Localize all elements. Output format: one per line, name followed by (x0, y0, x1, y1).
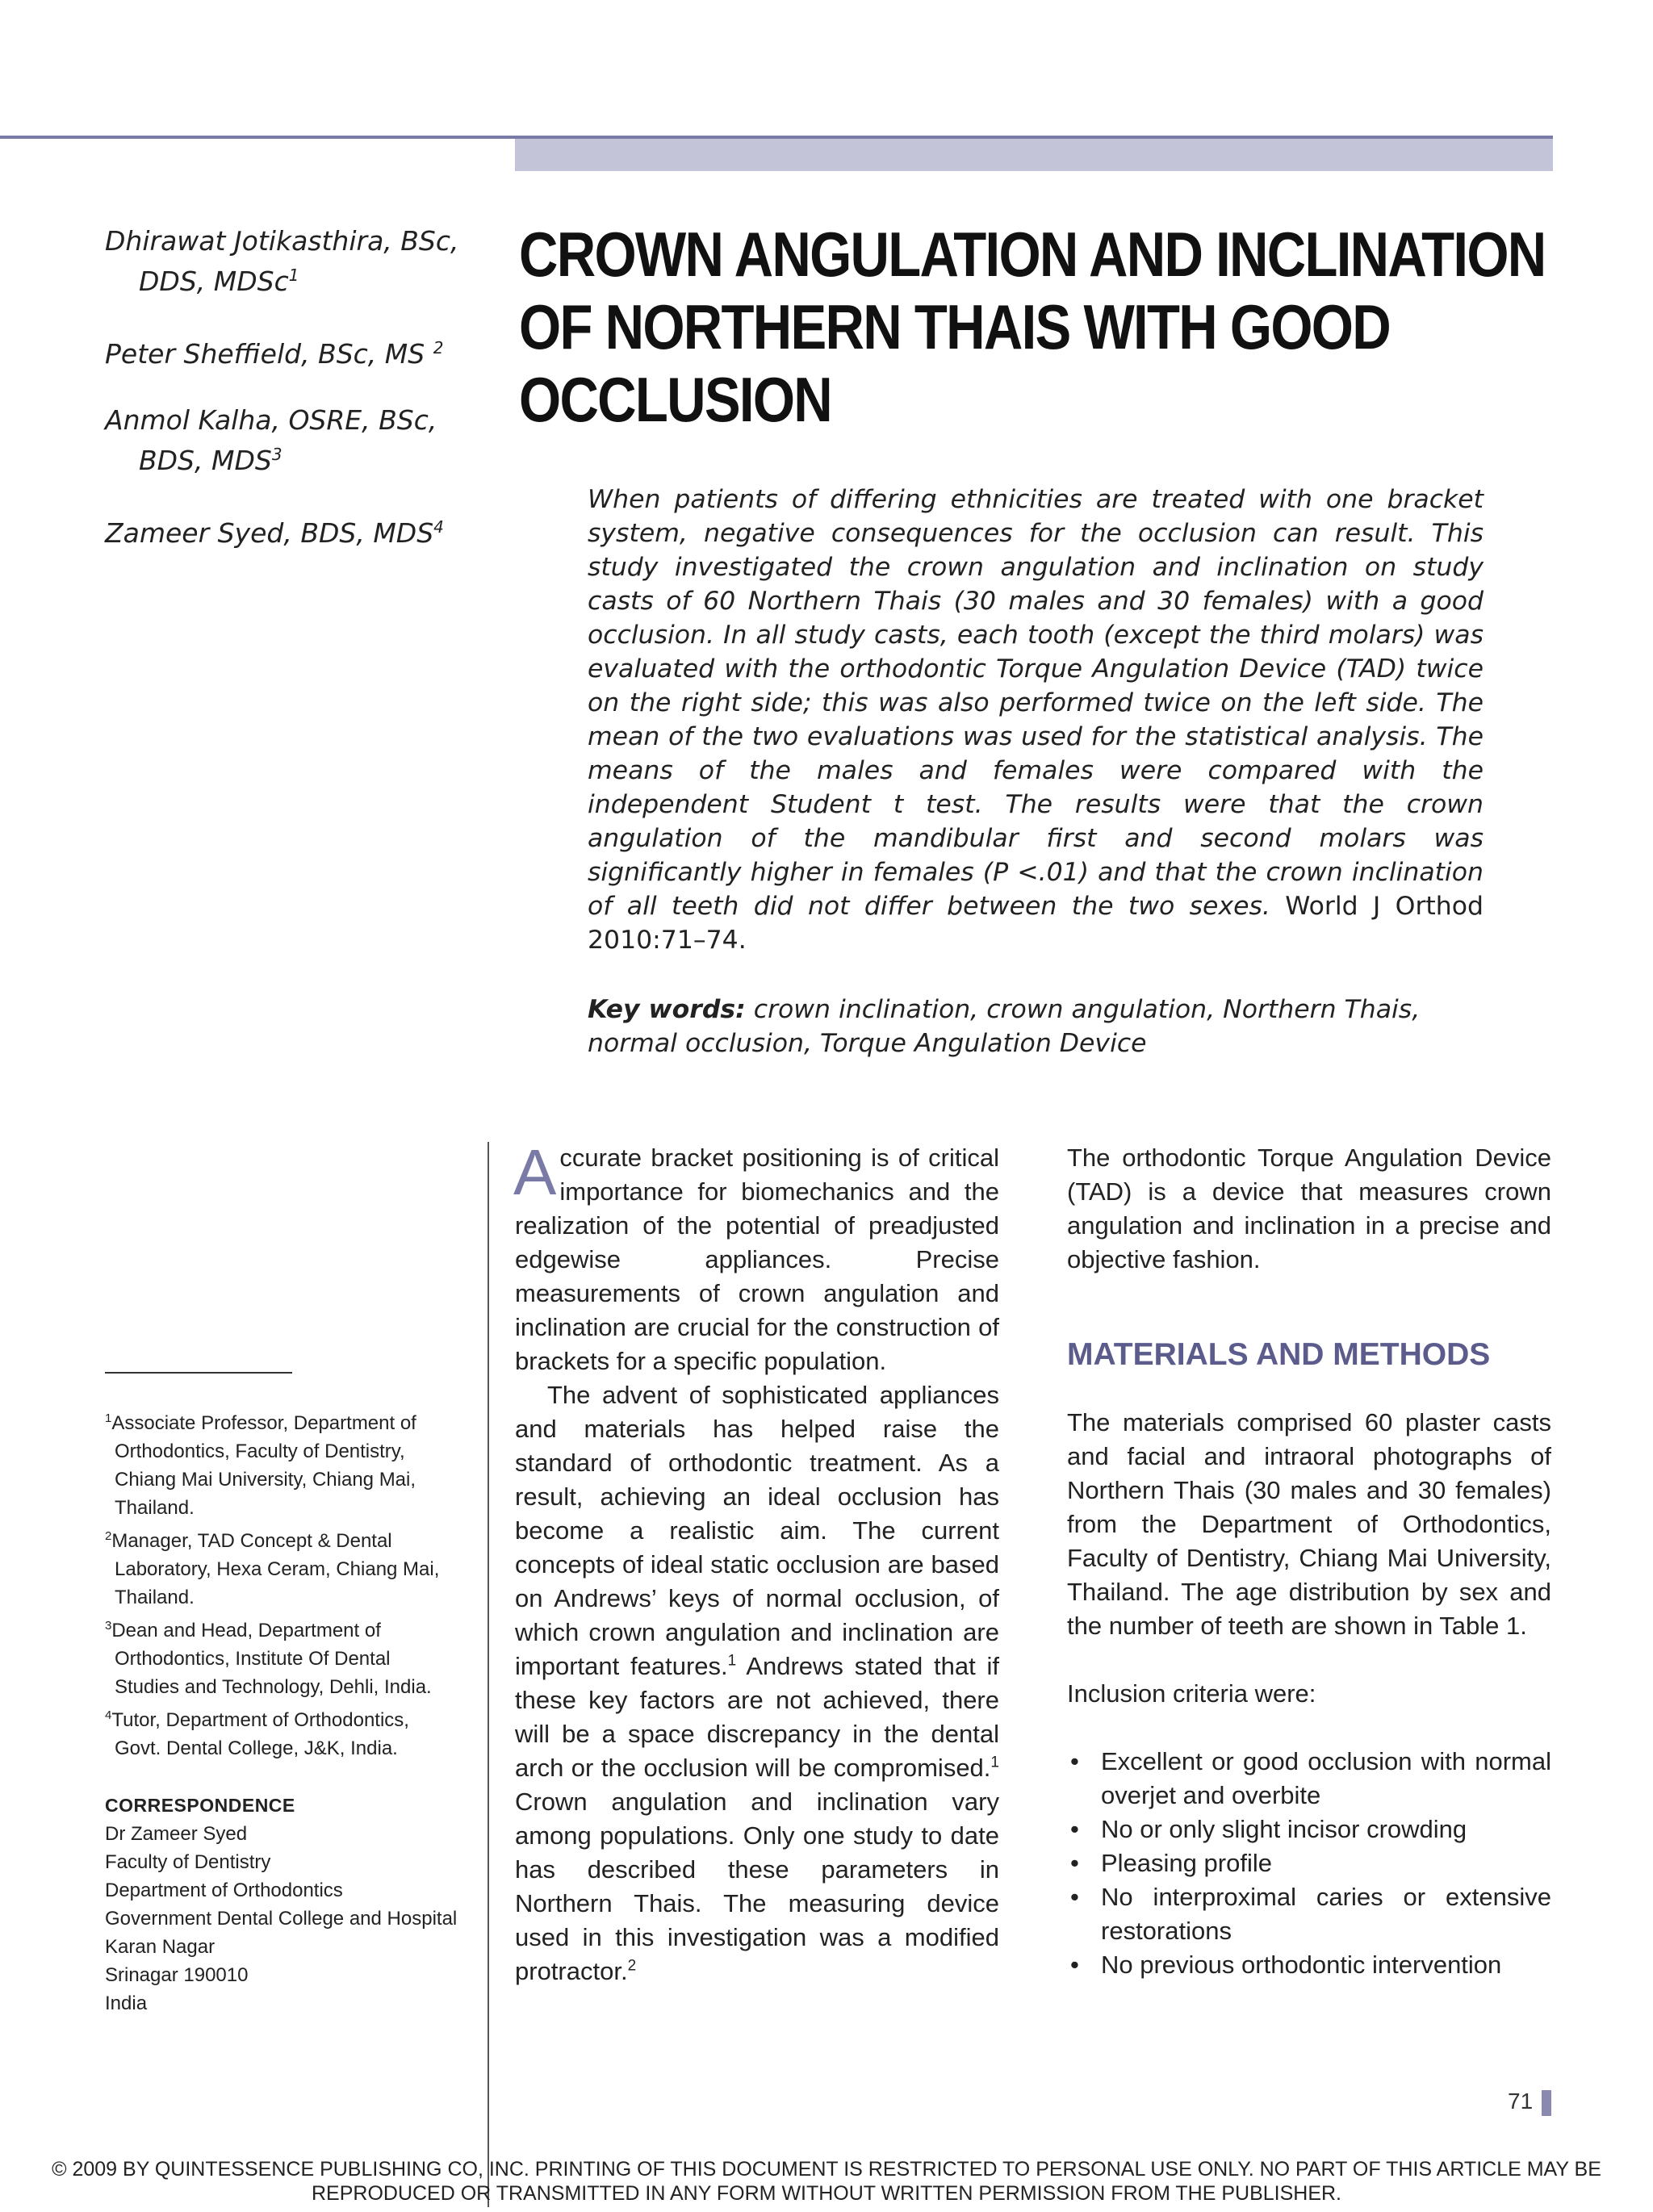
abstract (588, 483, 1484, 957)
author-3: Anmol Kalha, OSRE, BSc, BDS, MDS$^3$ (105, 404, 437, 476)
footnote-rule (105, 1372, 292, 1374)
list-item: • Excellent or good occlusion with normal overjet and overbite (1067, 1745, 1551, 1813)
page-marker (1542, 2090, 1551, 2116)
body-paragraph: The advent of sophisticated appliances and materials has helped raise the standard of orthodontic treatment. As a result, achieving an ideal occlusion has become a realistic aim. The current concepts of ideal static occlusion are based on Andrews’ keys of normal occlusion, of which crown angulation and inclination are important features.$^1$ Andrews stated that if these key factors are not achieved, there will be a space discrepancy in the dental arch or the occlusion will be compromised.$^1$ Crown angulation and inclination vary among populations. Only one study to date has described these parameters in Northern Thais. The measuring device used in this investigation was a modified protractor.$^2$ (515, 1381, 999, 1985)
list-item: • No or only slight incisor crowding (1067, 1813, 1551, 1846)
footnotes (105, 1404, 460, 2018)
drop-cap: A (513, 1136, 557, 1208)
article-title: CROWN ANGULATION AND INCLINATION OF NORTHERN THAIS WITH GOOD OCCLUSION (519, 219, 1546, 435)
footnote: $^1$Associate Professor, Department of Orthodontics, Faculty of Dentistry, Chiang Mai University, Chiang Mai, Thailand. (105, 1411, 416, 1519)
abstract-citation: World J Orthod 2010:71–74. (588, 892, 1484, 955)
keywords-label: Key words: (588, 995, 746, 1024)
correspondence-line: Dr Zameer Syed (105, 1823, 248, 1845)
list-item: • No interproximal caries or extensive restorations (1067, 1880, 1551, 1948)
author-list (105, 224, 484, 583)
copyright-notice: © 2009 BY QUINTESSENCE PUBLISHING CO, INC. PRINTING OF THIS DOCUMENT IS RESTRICTED TO PERSONAL USE ONLY. NO PART OF THIS ARTICLE MAY BE REPRODUCED OR TRANSMITTED IN ANY FORM WITHOUT WRITTEN PERMISSION FROM THE PUBLISHER. (52, 2158, 1601, 2205)
correspondence-line: Department of Orthodontics (105, 1880, 343, 1901)
header-band (515, 139, 1553, 171)
correspondence-line: Karan Nagar (105, 1936, 216, 1958)
author-1: Dhirawat Jotikasthira, BSc, DDS, MDSc$^1$ (105, 225, 459, 297)
footnote: $^2$Manager, TAD Concept & Dental Laboratory, Hexa Ceram, Chiang Mai, Thailand. (105, 1529, 440, 1608)
correspondence-line: Faculty of Dentistry (105, 1851, 271, 1873)
footnote: $^4$Tutor, Department of Orthodontics, Govt. Dental College, J&K, India. (105, 1708, 409, 1759)
footnote: $^3$Dean and Head, Department of Orthodontics, Institute Of Dental Studies and Technology, Dehli, India. (105, 1619, 432, 1698)
correspondence-line: Government Dental College and Hospital (105, 1908, 458, 1930)
section-heading: MATERIALS AND METHODS (1067, 1337, 1491, 1372)
body-paragraph: Inclusion criteria were: (1067, 1679, 1316, 1708)
criteria-list (1067, 1745, 1551, 1982)
body-column-2 (1067, 1141, 1551, 1982)
body-paragraph: The orthodontic Torque Angulation Device (TAD) is a device that measures crown angulation and inclination in a precise and objective fashion. (1067, 1144, 1551, 1273)
author-4: Zameer Syed, BDS, MDS$^4$ (105, 517, 444, 549)
body-column-1 (513, 1136, 999, 1988)
correspondence-line: Srinagar 190010 (105, 1964, 249, 1986)
correspondence-heading: CORRESPONDENCE (105, 1795, 295, 1816)
abstract-text: When patients of differing ethnicities are treated with one bracket system, negative consequences for the occlusion can result. This study investigated the crown angulation and inclination on study casts of 60 Northern Thais (30 males and 30 females) with a good occlusion. In all study casts, each tooth (except the third molars) was evaluated with the orthodontic Torque Angulation Device (TAD) twice on the right side; this was also performed twice on the left side. The mean of the two evaluations was used for the statistical analysis. The means of the males and females were compared with the independent Student t test. The results were that the crown angulation of the mandibular first and second molars was significantly higher in females (P <.01) and that the crown inclination of all teeth did not differ between the two sexes. (588, 485, 1484, 921)
body-paragraph: The materials comprised 60 plaster casts and facial and intraoral photographs of Northern Thais (30 males and 30 females) from the Department of Orthodontics, Faculty of Dentistry, Chiang Mai University, Thailand. The age distribution by sex and the number of teeth are shown in Table 1. (1067, 1408, 1551, 1640)
keywords (588, 993, 1484, 1060)
author-2: Peter Sheffield, BSc, MS $^2$ (105, 338, 444, 370)
body-paragraph: Accurate bracket positioning is of critical importance for biomechanics and the realization of the potential of preadjusted edgewise appliances. Precise measurements of crown angulation and inclination are crucial for the construction of brackets for a specific population. (513, 1136, 999, 1375)
page-number: 71 (1508, 2089, 1534, 2114)
keywords-text: crown inclination, crown angulation, Northern Thais, normal occlusion, Torque Angulation Device (588, 995, 1421, 1058)
list-item: • No previous orthodontic intervention (1067, 1948, 1551, 1982)
correspondence-line: India (105, 1992, 148, 2014)
list-item: • Pleasing profile (1067, 1846, 1551, 1880)
column-divider (488, 1142, 489, 2207)
